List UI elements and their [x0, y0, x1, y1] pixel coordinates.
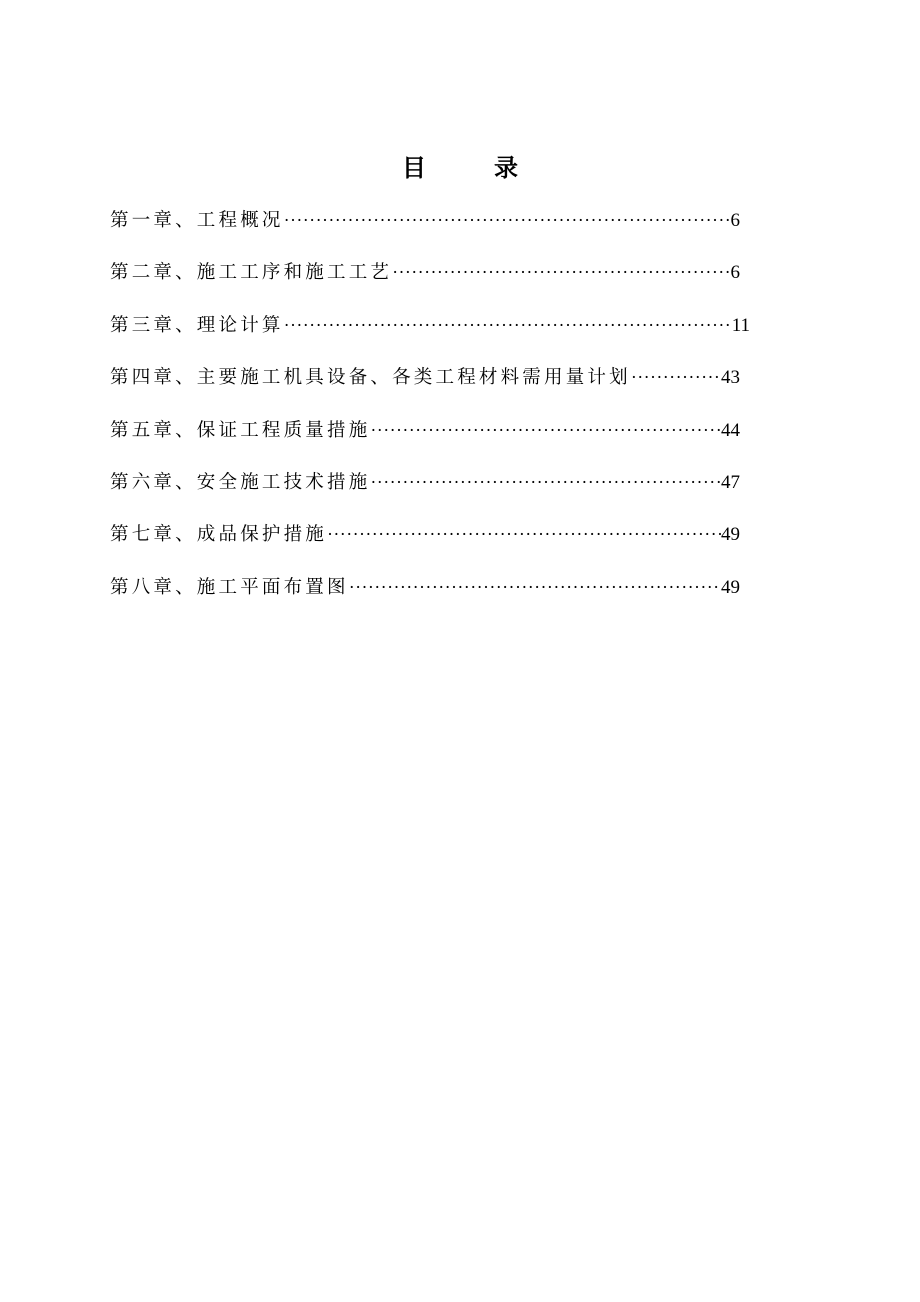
toc-entry-label: 第六章、安全施工技术措施	[110, 471, 371, 493]
toc-entry-page: 43	[721, 367, 740, 389]
toc-entry-label: 第八章、施工平面布置图	[110, 576, 349, 598]
toc-entry-chapter-4[interactable]	[110, 363, 740, 415]
toc-leader-dots	[370, 472, 721, 493]
toc-title-char-2: 录	[494, 154, 518, 182]
toc-entry-label: 第三章、理论计算	[110, 314, 284, 336]
toc-leader-dots	[392, 262, 730, 283]
toc-entry-label: 第七章、成品保护措施	[110, 524, 328, 546]
toc-leader-dots	[284, 315, 732, 336]
toc-entry-chapter-5[interactable]	[110, 416, 740, 468]
toc-entry-page: 11	[731, 314, 750, 336]
toc-leader-dots	[349, 577, 721, 598]
toc-entry-label: 第一章、工程概况	[110, 210, 284, 231]
toc-title-char-1: 目	[402, 154, 426, 182]
toc-entry-chapter-2[interactable]	[110, 258, 740, 310]
toc-entry-chapter-8[interactable]	[110, 573, 740, 625]
toc-leader-dots	[327, 524, 721, 545]
toc-entry-page: 6	[730, 210, 740, 231]
toc-entry-label: 第二章、施工工序和施工工艺	[110, 262, 393, 284]
toc-entry-page: 6	[730, 262, 740, 284]
toc-leader-dots	[284, 210, 731, 231]
toc-entry-page: 47	[721, 471, 740, 493]
toc-leader-dots	[631, 367, 721, 388]
table-of-contents	[110, 206, 750, 625]
toc-leader-dots	[370, 420, 721, 441]
toc-entry-page: 49	[721, 576, 740, 598]
toc-entry-label: 第五章、保证工程质量措施	[110, 419, 371, 441]
toc-entry-chapter-3[interactable]	[110, 311, 750, 363]
toc-entry-chapter-1[interactable]	[110, 206, 740, 258]
toc-entry-chapter-6[interactable]	[110, 468, 740, 520]
toc-entry-page: 49	[721, 524, 740, 546]
toc-entry-chapter-7[interactable]	[110, 520, 740, 572]
toc-entry-page: 44	[721, 419, 740, 441]
toc-title	[0, 150, 920, 186]
toc-entry-label: 第四章、主要施工机具设备、各类工程材料需用量计划	[110, 367, 631, 389]
